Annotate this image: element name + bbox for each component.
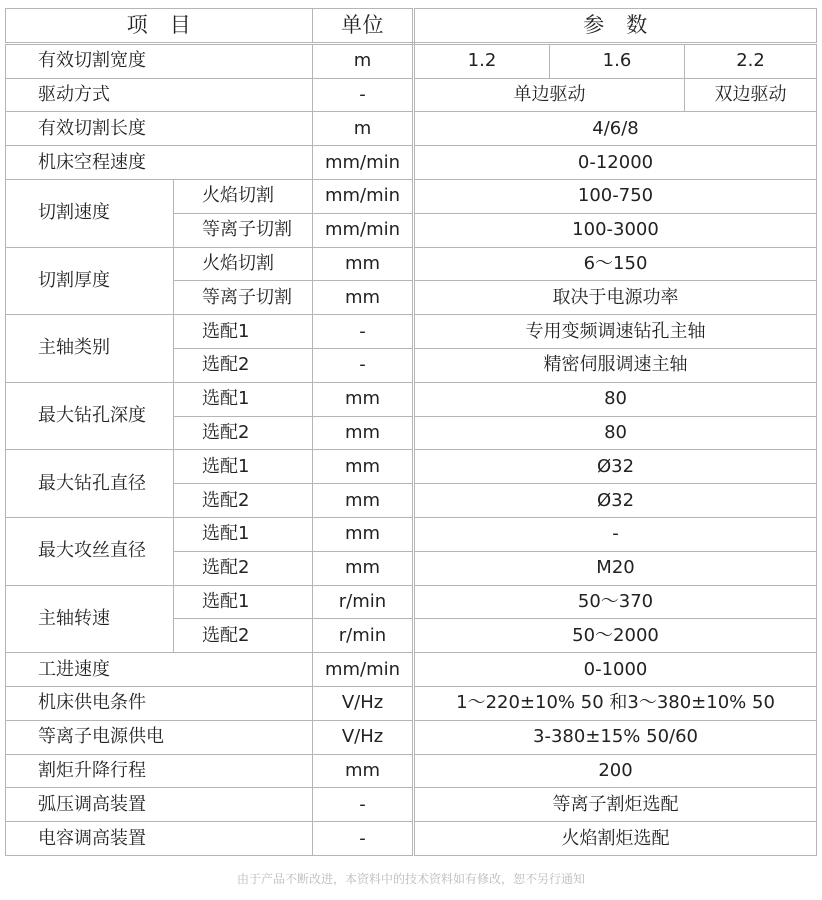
row-unit: - (313, 788, 414, 822)
row-unit: - (313, 78, 414, 112)
row-value: Ø32 (414, 484, 817, 518)
row-unit: r/min (313, 585, 414, 619)
sub-label: 选配2 (174, 348, 313, 382)
table-row (6, 754, 817, 788)
group-label: 最大钻孔直径 (6, 450, 174, 518)
row-unit: - (313, 315, 414, 349)
row-value: Ø32 (414, 450, 817, 484)
row-unit: mm/min (313, 213, 414, 247)
header-item: 项 目 (6, 9, 313, 44)
row-value: 单边驱动 (414, 78, 685, 112)
sub-label: 火焰切割 (174, 247, 313, 281)
sub-label: 选配1 (174, 382, 313, 416)
header-params: 参 数 (414, 9, 817, 44)
row-unit: V/Hz (313, 686, 414, 720)
row-unit: mm (313, 484, 414, 518)
row-value: 2.2 (685, 43, 817, 78)
row-label: 等离子电源供电 (6, 720, 313, 754)
row-unit: - (313, 822, 414, 856)
sub-label: 等离子切割 (174, 281, 313, 315)
row-unit: mm (313, 281, 414, 315)
row-unit: mm (313, 754, 414, 788)
row-unit: mm (313, 416, 414, 450)
row-value: 火焰割炬选配 (414, 822, 817, 856)
footer-disclaimer: 由于产品不断改进，本资料中的技术资料如有修改，恕不另行通知 (236, 872, 585, 886)
table-row (6, 653, 817, 687)
spec-table (5, 8, 817, 856)
row-unit: mm (313, 247, 414, 281)
group-label: 切割厚度 (6, 247, 174, 315)
row-value: - (414, 517, 817, 551)
table-row (6, 822, 817, 856)
table-row (6, 382, 817, 416)
row-value: 专用变频调速钻孔主轴 (414, 315, 817, 349)
row-value: 6～150 (414, 247, 817, 281)
row-value: 4/6/8 (414, 112, 817, 146)
table-header-row (6, 9, 817, 44)
group-label: 最大攻丝直径 (6, 517, 174, 585)
row-value: 1～220±10% 50 和3～380±10% 50 (414, 686, 817, 720)
table-row (6, 720, 817, 754)
row-value: 50～2000 (414, 619, 817, 653)
row-unit: mm/min (313, 146, 414, 180)
header-unit: 单位 (313, 9, 414, 44)
row-value: 80 (414, 382, 817, 416)
sub-label: 火焰切割 (174, 179, 313, 213)
row-label: 电容调高装置 (6, 822, 313, 856)
table-row (6, 315, 817, 349)
sub-label: 选配1 (174, 517, 313, 551)
row-value: M20 (414, 551, 817, 585)
group-label: 主轴类别 (6, 315, 174, 383)
table-row (6, 112, 817, 146)
sub-label: 等离子切割 (174, 213, 313, 247)
sub-label: 选配1 (174, 585, 313, 619)
row-unit: mm (313, 382, 414, 416)
sub-label: 选配1 (174, 450, 313, 484)
sub-label: 选配2 (174, 416, 313, 450)
row-value: 200 (414, 754, 817, 788)
row-unit: mm (313, 551, 414, 585)
row-unit: mm/min (313, 179, 414, 213)
sub-label: 选配2 (174, 551, 313, 585)
table-row (6, 78, 817, 112)
row-value: 精密伺服调速主轴 (414, 348, 817, 382)
row-value: 100-3000 (414, 213, 817, 247)
row-unit: mm (313, 517, 414, 551)
row-value: 1.2 (414, 43, 550, 78)
sub-label: 选配2 (174, 484, 313, 518)
table-row (6, 517, 817, 551)
row-unit: r/min (313, 619, 414, 653)
row-unit: V/Hz (313, 720, 414, 754)
table-row (6, 450, 817, 484)
table-row (6, 146, 817, 180)
row-value: 等离子割炬选配 (414, 788, 817, 822)
sub-label: 选配1 (174, 315, 313, 349)
table-row (6, 247, 817, 281)
row-value: 0-12000 (414, 146, 817, 180)
row-label: 割炬升降行程 (6, 754, 313, 788)
row-value: 0-1000 (414, 653, 817, 687)
table-row (6, 585, 817, 619)
group-label: 最大钻孔深度 (6, 382, 174, 450)
row-value: 1.6 (550, 43, 685, 78)
table-row (6, 788, 817, 822)
row-label: 弧压调高装置 (6, 788, 313, 822)
table-row (6, 43, 817, 78)
row-unit: m (313, 112, 414, 146)
sub-label: 选配2 (174, 619, 313, 653)
table-row (6, 179, 817, 213)
row-label: 驱动方式 (6, 78, 313, 112)
row-value: 3-380±15% 50/60 (414, 720, 817, 754)
row-value: 100-750 (414, 179, 817, 213)
group-label: 切割速度 (6, 179, 174, 247)
row-label: 有效切割宽度 (6, 43, 313, 78)
table-row (6, 686, 817, 720)
row-unit: - (313, 348, 414, 382)
row-label: 机床空程速度 (6, 146, 313, 180)
row-value: 取决于电源功率 (414, 281, 817, 315)
group-label: 主轴转速 (6, 585, 174, 653)
row-value: 双边驱动 (685, 78, 817, 112)
row-unit: mm (313, 450, 414, 484)
row-value: 50～370 (414, 585, 817, 619)
row-label: 工进速度 (6, 653, 313, 687)
row-unit: m (313, 43, 414, 78)
row-label: 有效切割长度 (6, 112, 313, 146)
row-unit: mm/min (313, 653, 414, 687)
row-label: 机床供电条件 (6, 686, 313, 720)
row-value: 80 (414, 416, 817, 450)
